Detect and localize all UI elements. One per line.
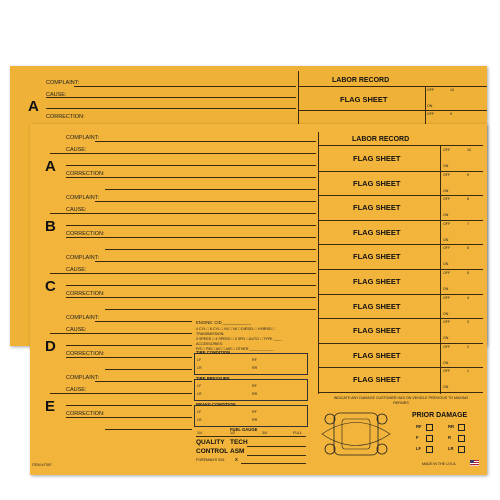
- flag-number: 4: [467, 295, 469, 300]
- complaint-line: [95, 381, 192, 382]
- damage-f-checkbox[interactable]: [426, 435, 433, 442]
- damage-rf-label: RF: [416, 424, 422, 429]
- cause-label: CAUSE:: [66, 207, 87, 213]
- damage-r-checkbox[interactable]: [458, 435, 465, 442]
- flag-sheet-label: FLAG SHEET: [353, 252, 401, 262]
- correction-line: [105, 429, 192, 430]
- tire-pressure-box: [194, 379, 308, 401]
- rf-label: RF: [252, 358, 257, 362]
- off-label: OFF: [443, 344, 451, 349]
- complaint-line-2: [46, 97, 296, 98]
- correction-label: CORRECTION:: [66, 291, 105, 297]
- complaint-line-2: [50, 153, 316, 154]
- flag-row-line: [318, 294, 483, 295]
- on-label: ON: [443, 262, 449, 267]
- flag-row-line: [318, 195, 483, 196]
- off-label: OFF: [443, 295, 451, 300]
- cause-label: CAUSE:: [66, 387, 87, 393]
- labor-record-title: LABOR RECORD: [352, 136, 410, 143]
- flag-number: 3: [467, 320, 469, 325]
- tire-condition-box: [194, 353, 308, 375]
- on-label: ON: [427, 104, 433, 108]
- tire-condition-label: TIRE CONDITION: [196, 350, 231, 355]
- cause-line: [66, 165, 316, 166]
- correction-label: CORRECTION:: [66, 171, 105, 177]
- damage-lr-checkbox[interactable]: [458, 446, 465, 453]
- correction-label: CORRECTION:: [66, 231, 105, 237]
- complaint-line-2: [50, 273, 316, 274]
- damage-instructions: INDICATE ANY DAMAGE CUSTOMER HAS ON VEHICLE PREVIOUS TO MAKING REPAIRS: [333, 396, 469, 405]
- complaint-label: COMPLAINT:: [66, 255, 100, 261]
- flag-row-line: [298, 110, 487, 111]
- on-label: ON: [443, 336, 449, 341]
- lf-label: LF: [197, 384, 202, 388]
- brake-condition-box: [194, 405, 308, 427]
- labor-record-title: LABOR RECORD: [332, 77, 390, 84]
- complaint-label: COMPLAINT:: [66, 375, 100, 381]
- cause-label: CAUSE:: [66, 147, 87, 153]
- rf-label: RF: [252, 384, 257, 388]
- flag-sheet-label: FLAG SHEET: [353, 301, 401, 311]
- off-label: OFF: [443, 172, 451, 177]
- tire-pressure-label: TIRE PRESSURE: [196, 376, 230, 381]
- damage-rf-checkbox[interactable]: [426, 424, 433, 431]
- damage-lf-checkbox[interactable]: [426, 446, 433, 453]
- made-in-label: MADE IN THE U.S.A.: [422, 462, 457, 466]
- flag-sheet-label: FLAG SHEET: [353, 277, 401, 286]
- complaint-line-2: [50, 393, 192, 394]
- correction-line: [105, 249, 316, 250]
- flag-number: 7: [467, 221, 469, 226]
- fuel-mark: FULL: [293, 431, 302, 435]
- foremans-sig-label: FOREMAN'S SIG.: [196, 458, 226, 462]
- tech-label: TECH: [230, 439, 248, 446]
- cause-line: [66, 345, 192, 346]
- complaint-line: [95, 321, 192, 322]
- flag-sheet-label: FLAG SHEET: [353, 350, 401, 360]
- section-letter: E: [45, 398, 56, 415]
- asm-label: ASM: [230, 448, 245, 455]
- cause-label: CAUSE:: [66, 267, 87, 273]
- signature-line: [241, 463, 306, 464]
- signature-x: X: [235, 457, 238, 462]
- fuel-gauge-line: [196, 436, 306, 437]
- on-label: ON: [443, 237, 449, 242]
- damage-rr-checkbox[interactable]: [458, 424, 465, 431]
- section-letter: B: [45, 218, 56, 235]
- complaint-line-2: [50, 213, 316, 214]
- complaint-label: COMPLAINT:: [66, 315, 100, 321]
- cause-line: [66, 405, 192, 406]
- off-label: OFF: [443, 369, 451, 374]
- on-label: ON: [443, 287, 449, 291]
- cylinder-options: 4 CYL □ 6 CYL □ V6 □ V8 □ DIESEL □ HYBRID □: [196, 327, 275, 331]
- item-number: ITEM #7397: [32, 463, 52, 467]
- damage-lf-label: LF: [416, 446, 422, 451]
- off-label: OFF: [427, 112, 435, 116]
- complaint-line-2: [50, 333, 192, 334]
- cause-label: CAUSE:: [46, 92, 67, 98]
- off-label: OFF: [427, 88, 435, 92]
- complaint-line: [95, 201, 316, 202]
- transmission-options: 3 SPEED □ 4 SPEED □ 5 SPD □ AUTO □ TYPE ____: [196, 337, 282, 341]
- accessories-options: P/S □ P/B □ A/C □ AIR □ OTHER ____________: [196, 347, 274, 351]
- flag-number: 9: [467, 172, 469, 177]
- control-label: CONTROL: [196, 448, 229, 455]
- quality-label: QUALITY: [196, 439, 225, 446]
- rf-label: RF: [252, 410, 257, 414]
- lf-label: LF: [197, 410, 202, 414]
- flag-sheet-label: FLAG SHEET: [353, 227, 401, 237]
- flag-row-line: [318, 343, 483, 344]
- flag-sheet-label: FLAG SHEET: [353, 375, 401, 385]
- complaint-label: COMPLAINT:: [66, 195, 100, 201]
- lf-label: LF: [197, 358, 202, 362]
- correction-line: [105, 189, 316, 190]
- flag-row-line: [318, 220, 483, 221]
- labor-header-line: [318, 145, 483, 146]
- cause-line-2: [66, 297, 316, 298]
- cause-line-2: [66, 417, 192, 418]
- flag-number: 1: [467, 369, 469, 374]
- damage-lr-label: LR: [448, 446, 454, 451]
- lr-label: LR: [197, 366, 202, 370]
- damage-rr-label: RR: [448, 424, 455, 429]
- lr-label: LR: [197, 418, 202, 422]
- prior-damage-title: PRIOR DAMAGE: [412, 412, 468, 419]
- lr-label: LR: [197, 392, 202, 396]
- flag-row-line: [318, 392, 483, 393]
- correction-label: CORRECTION:: [66, 351, 105, 357]
- correction-line: [105, 309, 316, 310]
- section-letter: A: [28, 98, 39, 115]
- accessories-label: ACCESSORIES:: [196, 342, 223, 346]
- flag-row-line: [318, 244, 483, 245]
- flag-row-line: [318, 269, 483, 270]
- flag-row-line: [318, 171, 483, 172]
- asm-line: [247, 455, 306, 456]
- flag-number: 9: [450, 112, 452, 116]
- flag-number: 8: [467, 197, 469, 202]
- cause-line-2: [66, 357, 192, 358]
- section-letter: C: [45, 278, 56, 295]
- section-letter: A: [45, 158, 56, 175]
- cause-label: CAUSE:: [66, 327, 87, 333]
- engine-label: ENGINE: CID ____________: [196, 320, 251, 325]
- fuel-gauge-label: FUEL GAUGE: [230, 427, 258, 432]
- off-label: OFF: [443, 246, 451, 251]
- rr-label: RR: [252, 392, 258, 396]
- complaint-line: [95, 141, 316, 142]
- flag-sheet-label: FLAG SHEET: [353, 326, 401, 336]
- on-label: ON: [443, 360, 449, 365]
- flag-number: 6: [467, 246, 469, 251]
- labor-header-line: [298, 86, 487, 87]
- vehicle-diagram-icon: [320, 405, 392, 463]
- rr-label: RR: [252, 366, 258, 370]
- flag-row-line: [318, 367, 483, 368]
- cause-line-2: [66, 177, 316, 178]
- cause-line-2: [66, 237, 316, 238]
- off-label: OFF: [443, 271, 451, 275]
- complaint-line: [95, 261, 316, 262]
- fuel-mark: 1/4: [197, 431, 202, 435]
- complaint-label: COMPLAINT:: [46, 80, 80, 86]
- off-label: OFF: [443, 320, 451, 325]
- brake-condition-label: BRAKE CONDITION: [196, 402, 236, 407]
- off-label: OFF: [443, 221, 451, 226]
- on-label: ON: [443, 213, 449, 218]
- damage-r-label: R: [448, 435, 452, 440]
- correction-label: CORRECTION:: [46, 114, 85, 120]
- off-label: OFF: [443, 148, 451, 152]
- tech-line: [247, 446, 306, 447]
- correction-label: CORRECTION:: [66, 411, 105, 417]
- rr-label: RR: [252, 418, 258, 422]
- flag-row-line: [318, 318, 483, 319]
- flag-number: 5: [467, 271, 469, 275]
- flag-sheet-label: FLAG SHEET: [340, 95, 388, 104]
- flag-number: 10: [467, 148, 471, 152]
- flag-number: 2: [467, 344, 469, 349]
- front-envelope: [30, 124, 487, 475]
- flag-sheet-label: FLAG SHEET: [353, 178, 401, 188]
- on-label: ON: [443, 385, 449, 390]
- cause-line: [46, 108, 296, 109]
- us-flag-icon: [470, 460, 479, 466]
- on-label: ON: [443, 188, 449, 193]
- flag-sheet-label: FLAG SHEET: [353, 203, 401, 213]
- damage-f-label: F: [416, 435, 419, 440]
- complaint-label: COMPLAINT:: [66, 135, 100, 141]
- fuel-mark: 1/2: [230, 431, 235, 435]
- fuel-mark: 3/4: [262, 431, 267, 435]
- complaint-line: [74, 86, 296, 87]
- off-label: OFF: [443, 197, 451, 202]
- on-label: ON: [443, 164, 449, 168]
- cause-line: [66, 225, 316, 226]
- section-letter: D: [45, 338, 56, 355]
- cause-line: [66, 285, 316, 286]
- correction-line: [105, 369, 192, 370]
- flag-number: 10: [450, 88, 454, 92]
- on-label: ON: [443, 311, 449, 316]
- flag-sheet-label: FLAG SHEET: [353, 154, 401, 163]
- transmission-label: TRANSMISSION:: [196, 332, 225, 336]
